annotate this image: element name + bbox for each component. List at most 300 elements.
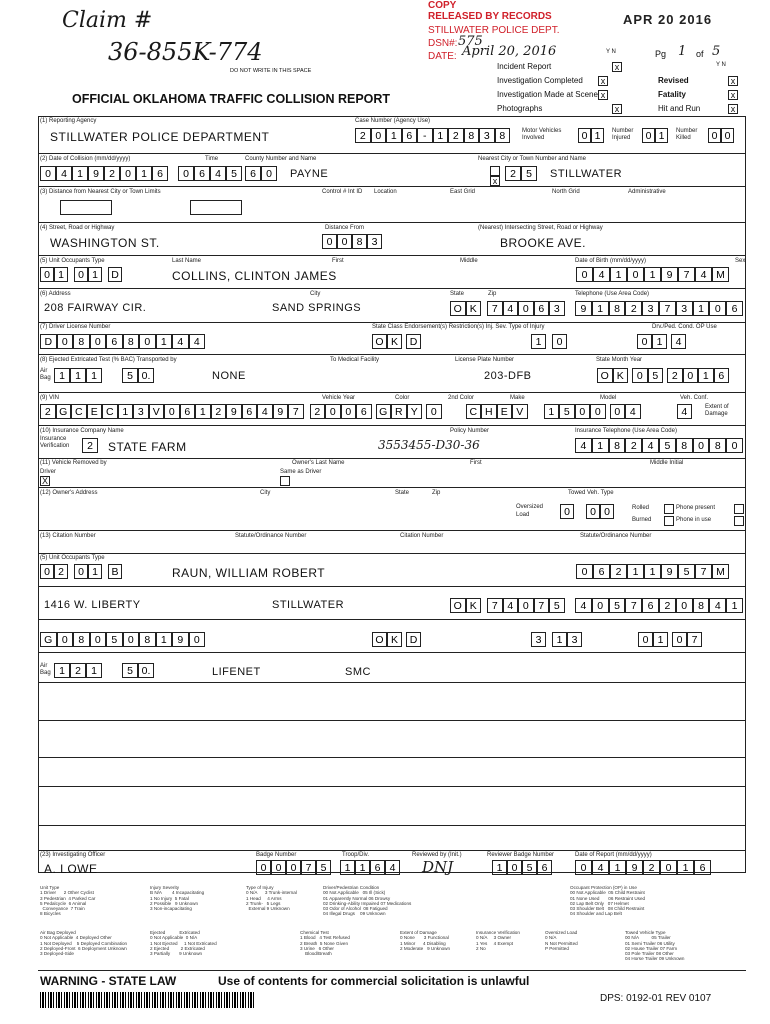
phone-digit-box: 1 [726,598,743,613]
zip-digit-box: 4 [503,598,519,613]
zip-digit-box: 7 [534,598,550,613]
badge-digit-box: 0 [271,860,286,875]
reviewer-badge-label: Reviewer Badge Number [487,852,555,858]
report-date-digit-box: 0 [575,860,592,875]
time-label: Time [205,156,219,162]
case-digit-box: 3 [479,128,495,143]
owner-first-label: First [470,460,482,466]
state-char-box: O [450,301,466,316]
time-digit-box: 4 [210,166,226,181]
distance-digit-box: 8 [352,234,367,249]
color-label: Color [395,395,410,401]
investigation-completed-y-checkbox[interactable]: x [598,76,608,86]
warning-text: WARNING - STATE LAW [40,974,177,988]
drv-cond-box: 1 [653,632,668,647]
legend-towed: Towed Vehicle Type 00 N/A 05 Trailer 01 Semi Trailer 06 Utility 02 House Trailer 07 Farm 03 Pole Trailer 08 Other 04 Horse Trailer 09 Unknown [625,930,685,962]
sex-char-box: M [712,267,729,282]
divider [38,850,746,851]
officer-name: A. LOWE [44,862,98,876]
rev-badge-digit-box: 1 [492,860,507,875]
burned-checkbox[interactable] [664,516,674,526]
class-char-box: D [406,334,421,349]
model-digit-box: 0 [590,404,606,419]
legend-unit-type: Unit Type 1 Driver 2 Other Cyclist 3 Pedestrian 4 Parked Car 5 Pedalcycle 6 Animal Conveyance 7 Train 8 Bicycles [40,885,96,917]
same-as-driver-checkbox[interactable] [280,476,290,486]
distance-label: (3) Distance from Nearest City or Town Limits [40,189,161,195]
page-total: 5 [712,44,721,59]
injury-type-box: 0 [552,334,567,349]
reporting-agency-value: STILLWATER POLICE DEPARTMENT [50,130,270,144]
license-char-box: 0 [123,632,140,647]
yn-header: Y N [606,49,616,55]
phone-digit-box: 5 [609,598,626,613]
motor-vehicles-label: Motor Vehicles Involved [522,128,562,141]
case-number-label: Case Number (Agency Use) [355,118,431,124]
phone-digit-box: 6 [642,598,659,613]
phone-digit-box: 2 [625,301,642,316]
op-use-box: 7 [687,632,702,647]
dsn-value: 575 [458,34,483,49]
state-char-box: O [450,598,466,613]
time-digit-box: 5 [226,166,242,181]
do-not-write-notice: DO NOT WRITE IN THIS SPACE [230,68,312,74]
zip-digit-box: 0 [518,598,534,613]
badge-label: Badge Number [256,852,297,858]
occupant-digit-box: 1 [88,564,102,579]
divider [38,322,746,323]
plate-state-box: O [597,368,613,383]
badge-digit-box: 0 [256,860,271,875]
divider [38,652,746,653]
date-collision-label: (2) Date of Collision (mm/dd/yyyy) [40,156,131,162]
zip-digit-box: 0 [518,301,534,316]
zip-digit-box: 3 [549,301,565,316]
dob-digit-box: 7 [678,267,695,282]
ins-phone-digit-box: 4 [575,438,592,453]
owner-address-label: (12) Owner's Address [40,490,98,496]
color2-label: 2nd Color [448,395,475,401]
plate-month-box: 5 [648,368,664,383]
city-in-checkbox[interactable] [490,166,500,176]
license-char-box: 8 [73,632,90,647]
airbag-label: Air Bag [40,368,51,381]
ins-phone-digit-box: 2 [625,438,642,453]
case-digit-box: 8 [495,128,511,143]
unit-digit-box: 2 [54,564,68,579]
drv-cond-box: 0 [637,334,652,349]
plate-label: License Plate Number [455,357,515,363]
distance-mi-box[interactable] [60,200,112,215]
lic-state-char-box: O [372,632,387,647]
county-label: County Number and Name [245,156,317,162]
street-value: WASHINGTON ST. [50,236,160,250]
street-label: (4) Street, Road or Highway [40,225,115,231]
drv-cond-box: 1 [652,334,667,349]
state-char-box: K [466,598,482,613]
incident-report-n-checkbox[interactable]: x [612,62,622,72]
unit1-insurance: STATE FARM [108,440,187,454]
injury-type-box: 1 [552,632,567,647]
badge-digit-box: 5 [316,860,331,875]
date-digit-box: 9 [88,166,104,181]
zip-label: Zip [488,291,497,297]
footer-divider [38,970,746,971]
location-label: Location [374,189,397,195]
city-digit-box: 5 [521,166,537,181]
plate-year-box: 2 [667,368,683,383]
dsn-label: DSN#: [428,38,458,49]
class-char-box: D [406,632,421,647]
phone-digit-box: 1 [592,301,609,316]
investigation-scene-y-checkbox[interactable]: x [598,90,608,100]
damage-digit-box: 4 [677,404,693,419]
year-digit-box: 0 [341,404,357,419]
released-stamp: RELEASED BY RECORDS [428,11,552,22]
phone-digit-box: 4 [575,598,592,613]
license-char-box: 0 [90,334,107,349]
occupant-digit-box: 1 [88,267,102,282]
ins-verif-label: Insurance Verification [40,436,70,449]
drv-cond-box: 0 [638,632,653,647]
dob-digit-box: 5 [678,564,695,579]
phone-digit-box: 7 [659,301,676,316]
divider [38,487,746,488]
unit1-transported: NONE [212,370,246,382]
statute-label-2: Statute/Ordinance Number [580,533,652,539]
model-label: Model [600,395,617,401]
divider [38,392,746,393]
form-title: OFFICIAL OKLAHOMA TRAFFIC COLLISION REPORT [72,92,391,106]
state-month-year-label: State Month Year [596,357,643,363]
make-label: Make [510,395,525,401]
zip-digit-box: 5 [549,598,565,613]
divider [38,288,746,289]
legend-injury: Injury Severity B N/A 4 Incapacitating 1 No Injury 5 Fatal 2 Possible 9 Unknown 3 Non-incapacitating [150,885,205,912]
color2-char-box: 0 [426,404,442,419]
vin-char-box: 7 [288,404,304,419]
rev-badge-digit-box: 6 [537,860,552,875]
rev-badge-digit-box: 5 [522,860,537,875]
vin-char-box: C [71,404,87,419]
troop-digit-box: 1 [355,860,370,875]
ins-phone-digit-box: 0 [693,438,710,453]
right-yn-header: Y N [716,62,726,68]
unit-label: (5) Unit Occupants Type [40,258,105,264]
legend-oversized: Oversized Load 0 N/A N Not Permitted P Permitted [545,930,578,951]
phone-digit-box: 8 [693,598,710,613]
op-use-box: 4 [671,334,686,349]
divider [38,553,746,554]
vehicles-digit-box: 1 [591,128,604,143]
license-char-box: 0 [139,334,156,349]
conf-digit-box: 4 [625,404,641,419]
legend-occupant: Occupant Protection (OP) in Use 00 Not Applicable 05 Child Restraint 01 None Used 06 Restraint Used 02 Lap Belt Only 07 Helmet 03 Shoulder Belt 08 Child Restraint 04 Shoulder and Lap Belt [570,885,646,917]
middle-initial-label: Middle Initial [650,460,684,466]
form-body [38,116,746,873]
license-char-box: 4 [172,334,189,349]
vin-char-box: G [56,404,72,419]
towed-digit-box: 0 [600,504,614,519]
ins-verif-box: 2 [82,438,98,453]
model-digit-box: 5 [559,404,575,419]
county-name: PAYNE [290,168,329,180]
removed-driver-checkbox[interactable]: X [41,476,48,486]
zip-digit-box: 6 [534,301,550,316]
killed-digit-box: 0 [721,128,734,143]
dob-digit-box: 0 [627,267,644,282]
unit1-address: 208 FAIRWAY CIR. [44,302,147,314]
case-digit-box: - [417,128,433,143]
distance-digit-box: 0 [322,234,337,249]
inj-sev-box: 3 [531,632,546,647]
sex-label: Sex [735,258,746,264]
airbag-digit-box: 2 [70,663,86,678]
owner-zip-label: Zip [432,490,441,496]
zip-digit-box: 7 [487,598,503,613]
unit1-driver-name: COLLINS, CLINTON JAMES [172,269,337,283]
investigation-scene-label: Investigation Made at Scene [497,90,598,99]
injured-label: Number Injured [612,128,634,141]
dob-digit-box: 1 [644,267,661,282]
killed-label: Number Killed [676,128,698,141]
make-char-box: C [466,404,482,419]
control-label: Control # Int ID [322,189,363,195]
phone-digit-box: 0 [709,301,726,316]
dob-digit-box: 4 [593,267,610,282]
airbag-digit-box: 1 [54,663,70,678]
dob-digit-box: 6 [593,564,610,579]
killed-digit-box: 0 [708,128,721,143]
divider [38,786,746,787]
dept-stamp: STILLWATER POLICE DEPT. [428,25,560,36]
vin-char-box: 9 [273,404,289,419]
medical-label: To Medical Facility [330,357,380,363]
revised-n-checkbox[interactable]: x [728,76,738,86]
vin-char-box: 6 [180,404,196,419]
oversized-label: Oversized Load [516,504,544,518]
phone-digit-box: 0 [676,598,693,613]
troop-digit-box: 1 [340,860,355,875]
legend-verification: Insurance Verification 0 N/A 3 Owner 1 Yes 4 Exempt 2 No [476,930,520,951]
extent-damage-label: Extent of Damage [705,404,729,417]
reporting-agency-label: (1) Reporting Agency [40,118,97,124]
test-digit-box: 5 [122,368,138,383]
release-date: April 20, 2016 [462,44,557,59]
rolled-checkbox[interactable] [664,504,674,514]
license-char-box: 1 [156,334,173,349]
veh-conf-label: Veh. Conf. [680,395,709,401]
distance-digit-box: 0 [337,234,352,249]
date-digit-box: 0 [120,166,136,181]
county-digit-box: 6 [245,166,261,181]
dob-digit-box: 9 [661,564,678,579]
troop-digit-box: 4 [385,860,400,875]
lic-state-char-box: K [387,334,402,349]
badge-digit-box: 0 [286,860,301,875]
page-of: of [696,49,704,59]
phone-present-label: Phone present [676,505,716,511]
statute-label: Statute/Ordinance Number [235,533,307,539]
report-date-digit-box: 4 [592,860,609,875]
plate-month-box: 0 [632,368,648,383]
unit2-city: STILLWATER [272,599,345,611]
photographs-n-checkbox[interactable]: x [612,104,622,114]
administrative-label: Administrative [628,189,666,195]
citation-label-2: Citation Number [400,533,444,539]
phone-digit-box: 3 [642,301,659,316]
phone-digit-box: 0 [592,598,609,613]
type-char-box: D [108,267,122,282]
license-char-box: G [40,632,57,647]
license-char-box: 0 [90,632,107,647]
distance-mi-box-2[interactable] [190,200,242,215]
handwritten-claim-label: Claim # [62,8,153,33]
year-digit-box: 6 [356,404,372,419]
vin-char-box: 1 [118,404,134,419]
divider [38,354,746,355]
dob-digit-box: 7 [695,564,712,579]
license-char-box: 8 [123,334,140,349]
vin-char-box: 0 [164,404,180,419]
dob-digit-box: 1 [627,564,644,579]
page-label: Pg [655,49,667,59]
color-char-box: Y [407,404,423,419]
license-char-box: 8 [139,632,156,647]
zip-digit-box: 4 [503,301,519,316]
phone-in-use-label: Phone in use [676,517,712,523]
dl-state-class-label: State Class Endorsement(s) Restriction(s) Inj. Sev. Type of Injury [372,324,545,330]
license-char-box: 5 [106,632,123,647]
bac-box: 0. [138,663,154,678]
phone-in-use-checkbox[interactable] [734,516,744,526]
date-digit-box: 2 [104,166,120,181]
ins-phone-digit-box: 8 [609,438,626,453]
address-label: (6) Address [40,291,71,297]
vin-char-box: 9 [226,404,242,419]
test-digit-box: 5 [122,663,138,678]
phone-present-checkbox[interactable] [734,504,744,514]
towed-digit-box: 0 [586,504,600,519]
same-as-driver-label: Same as Driver [280,469,322,475]
removed-by-label: (11) Vehicle Removed by [40,460,107,466]
unit-digit-box: 0 [40,564,54,579]
intersecting-value: BROOKE AVE. [500,236,586,250]
troop-digit-box: 6 [370,860,385,875]
divider [38,682,746,683]
incident-report-label: Incident Report [497,62,552,71]
use-notice: Use of contents for commercial solicitation is unlawful [218,974,530,988]
hit-and-run-label: Hit and Run [658,104,701,113]
date-label: DATE: [428,51,457,62]
divider [38,720,746,721]
city-digit-box: 2 [505,166,521,181]
op-use-box: 0 [672,632,687,647]
vehicle-year-label: Vehicle Year [322,395,356,401]
divider [38,186,746,187]
unit1-plate: 203-DFB [484,370,532,382]
plate-state-box: K [613,368,629,383]
legend-ejected: Ejected Extricated 0 Not Applicable 0 N/A 1 Not Ejected 1 Not Extricated 2 Ejected 2 Extricated 3 Partially 9 Unknown [150,930,217,957]
phone-digit-box: 3 [676,301,693,316]
copy-stamp: COPY [428,0,457,11]
injured-digit-box: 0 [642,128,655,143]
airbag-digit-box: 1 [54,368,70,383]
case-digit-box: 2 [448,128,464,143]
troop-label: Troop/Div. [342,852,370,858]
conf-digit-box: 0 [610,404,626,419]
plate-year-box: 6 [714,368,730,383]
color-char-box: G [376,404,392,419]
nearest-city-label: Nearest City or Town Number and Name [478,156,586,162]
date-report-label: Date of Report (mm/dd/yyyy) [575,852,652,858]
dob-digit-box: 1 [644,564,661,579]
airbag-digit-box: 1 [70,368,86,383]
phone-digit-box: 6 [726,301,743,316]
lic-state-char-box: K [387,632,402,647]
fatality-n-checkbox[interactable]: x [728,90,738,100]
inj-sev-box: 1 [531,334,546,349]
form-id: DPS: 0192-01 REV 0107 [600,993,712,1004]
unit2-driver-name: RAUN, WILLIAM ROBERT [172,566,326,580]
last-name-label: Last Name [172,258,202,264]
date-digit-box: 4 [56,166,72,181]
divider [38,757,746,758]
phone-digit-box: 9 [575,301,592,316]
east-grid-label: East Grid [450,189,476,195]
vin-label: (9) VIN [40,395,60,401]
model-digit-box: 1 [544,404,560,419]
case-digit-box: 1 [386,128,402,143]
unit1-city: SAND SPRINGS [272,302,362,314]
vin-char-box: 4 [257,404,273,419]
hit-run-n-checkbox[interactable]: x [728,104,738,114]
ins-phone-label: Insurance Telephone (Use Area Code) [575,428,677,434]
injury-type-box: 3 [567,632,582,647]
legend-chemical: Chemical Test 1 Blood 4 Test Refused 2 Breath 5 None Given 3 Urine 6 Other Blood/Breath [300,930,350,957]
unit1-policy: 3553455-D30-36 [378,438,480,452]
vin-char-box: V [149,404,165,419]
case-digit-box: 0 [371,128,387,143]
dob-digit-box: 0 [576,564,593,579]
phone-digit-box: 2 [659,598,676,613]
occupant-digit-box: 0 [74,267,88,282]
distance-digit-box: 3 [367,234,382,249]
divider [38,530,746,531]
occupant-digit-box: 0 [74,564,88,579]
ins-phone-digit-box: 8 [709,438,726,453]
owner-city-label: City [260,490,271,496]
license-char-box: 0 [189,632,206,647]
lic-state-char-box: O [372,334,387,349]
reviewed-label: Reviewed by (Init.) [412,852,462,858]
ins-phone-digit-box: 1 [592,438,609,453]
towed-type-label: Towed Veh. Type [568,490,614,496]
city-near-checkbox[interactable]: x [490,176,500,186]
phone-digit-box: 1 [693,301,710,316]
city-label: City [310,291,321,297]
vin-char-box: 3 [133,404,149,419]
report-date-digit-box: 1 [677,860,694,875]
dob-digit-box: 0 [576,267,593,282]
phone-digit-box: 7 [625,598,642,613]
revised-label: Revised [658,76,689,85]
license-label: (7) Driver License Number [40,324,111,330]
unit2-transported: LIFENET [212,666,261,678]
burned-label: Burned [632,517,652,523]
license-char-box: D [40,334,57,349]
dob-digit-box: 2 [610,564,627,579]
citation-label: (13) Citation Number [40,533,96,539]
